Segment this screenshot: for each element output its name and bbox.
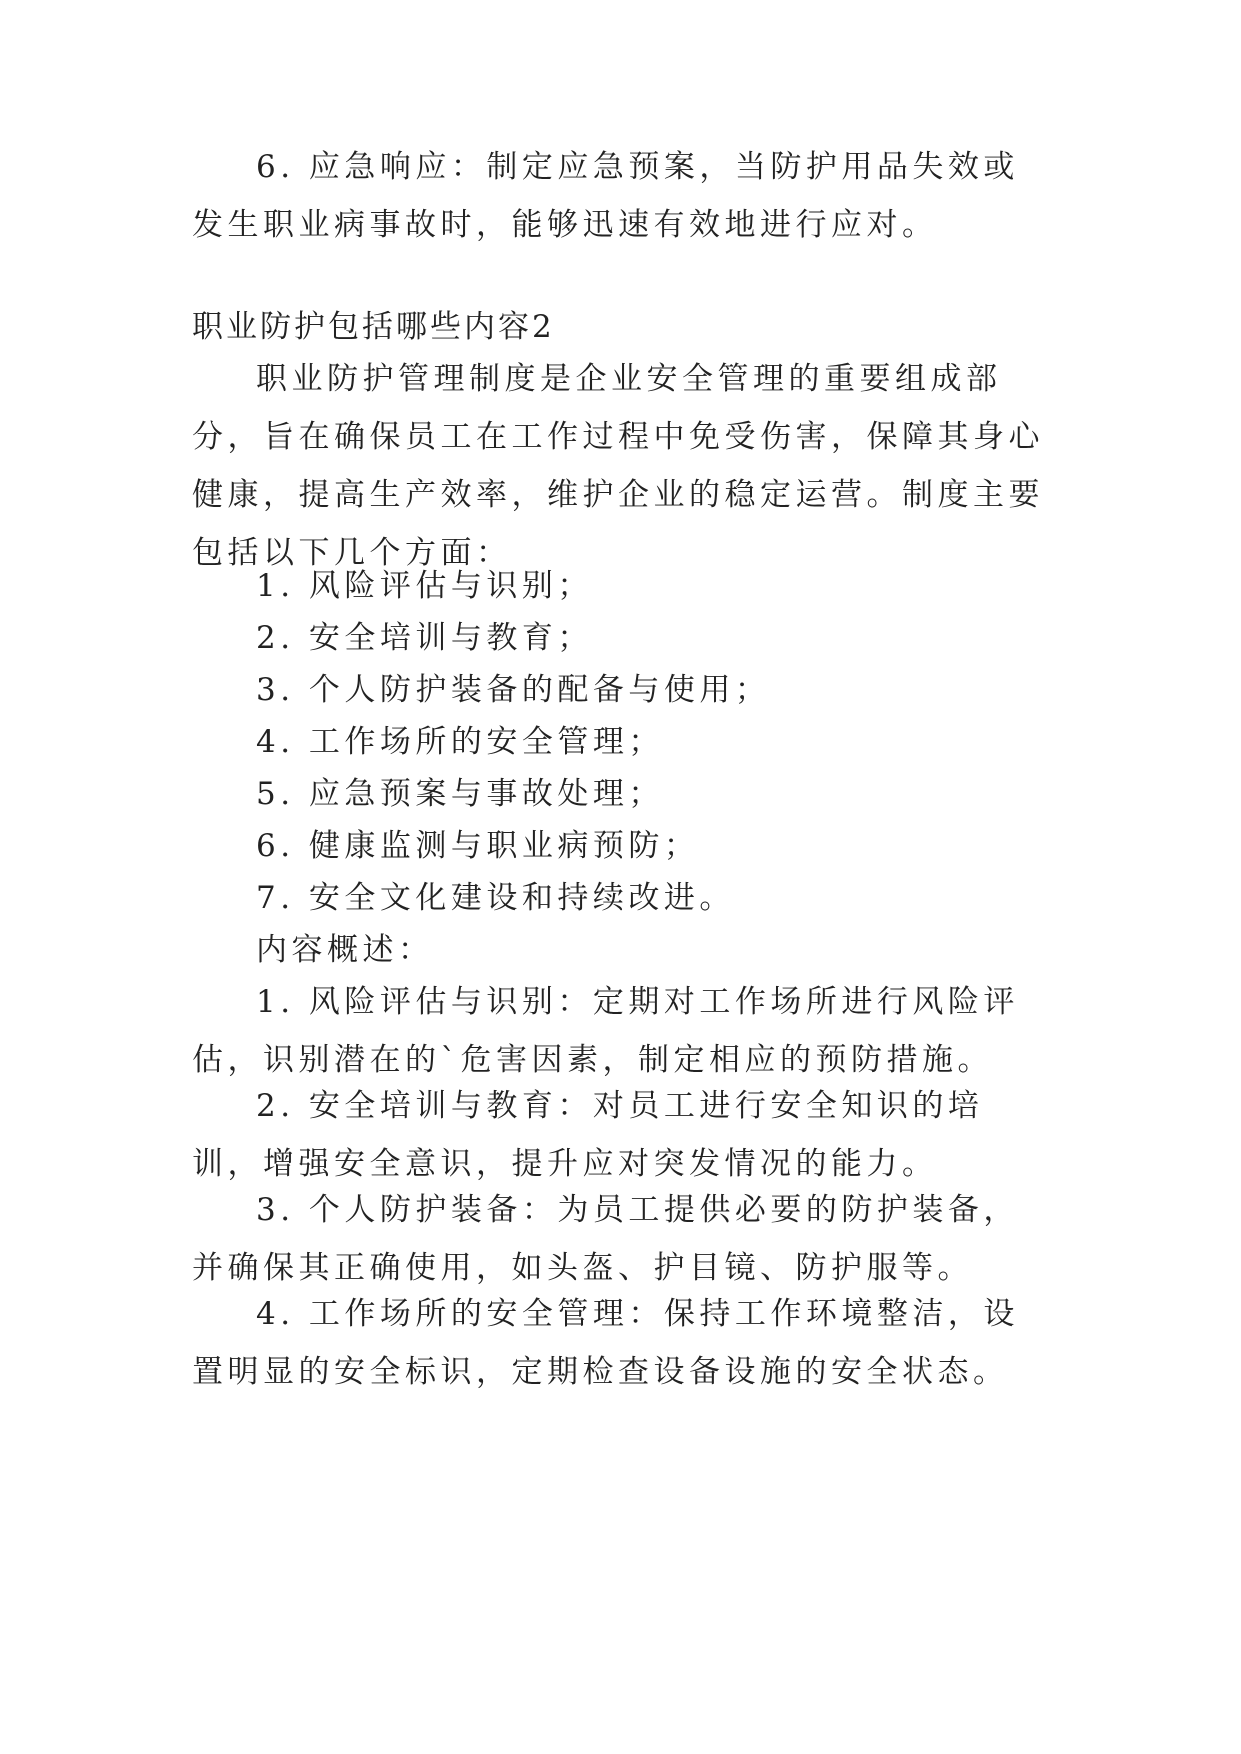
intro-paragraph: 职业防护管理制度是企业安全管理的重要组成部分，旨在确保员工在工作过程中免受伤害，保障其身心健康，提高生产效率，维护企业的稳定运营。制度主要包括以下几个方面： <box>192 361 1044 571</box>
list-item: 1. 风险评估与识别； <box>256 568 593 604</box>
summary-paragraph: 2. 安全培训与教育：对员工进行安全知识的培训，增强安全意识，提升应对突发情况的能力。 <box>192 1088 984 1182</box>
paragraph-emergency-response: 6. 应急响应：制定应急预案，当防护用品失效或发生职业病事故时，能够迅速有效地进行应对。 <box>192 149 1019 243</box>
summary-label: 内容概述： <box>256 932 434 968</box>
section-heading: 职业防护包括哪些内容2 <box>192 309 555 345</box>
list-item: 3. 个人防护装备的配备与使用； <box>256 672 771 708</box>
list-item: 6. 健康监测与职业病预防； <box>256 828 700 864</box>
list-item: 7. 安全文化建设和持续改进。 <box>256 880 735 916</box>
list-item: 5. 应急预案与事故处理； <box>256 776 664 812</box>
summary-paragraph: 1. 风险评估与识别：定期对工作场所进行风险评估，识别潜在的`危害因素，制定相应的预防措施。 <box>192 984 1019 1078</box>
list-item: 4. 工作场所的安全管理； <box>256 724 664 760</box>
list-item: 2. 安全培训与教育； <box>256 620 593 656</box>
summary-paragraph: 3. 个人防护装备：为员工提供必要的防护装备，并确保其正确使用，如头盔、护目镜、防护服等。 <box>192 1192 1019 1286</box>
summary-paragraph: 4. 工作场所的安全管理：保持工作环境整洁，设置明显的安全标识，定期检查设备设施的安全状态。 <box>192 1296 1019 1390</box>
